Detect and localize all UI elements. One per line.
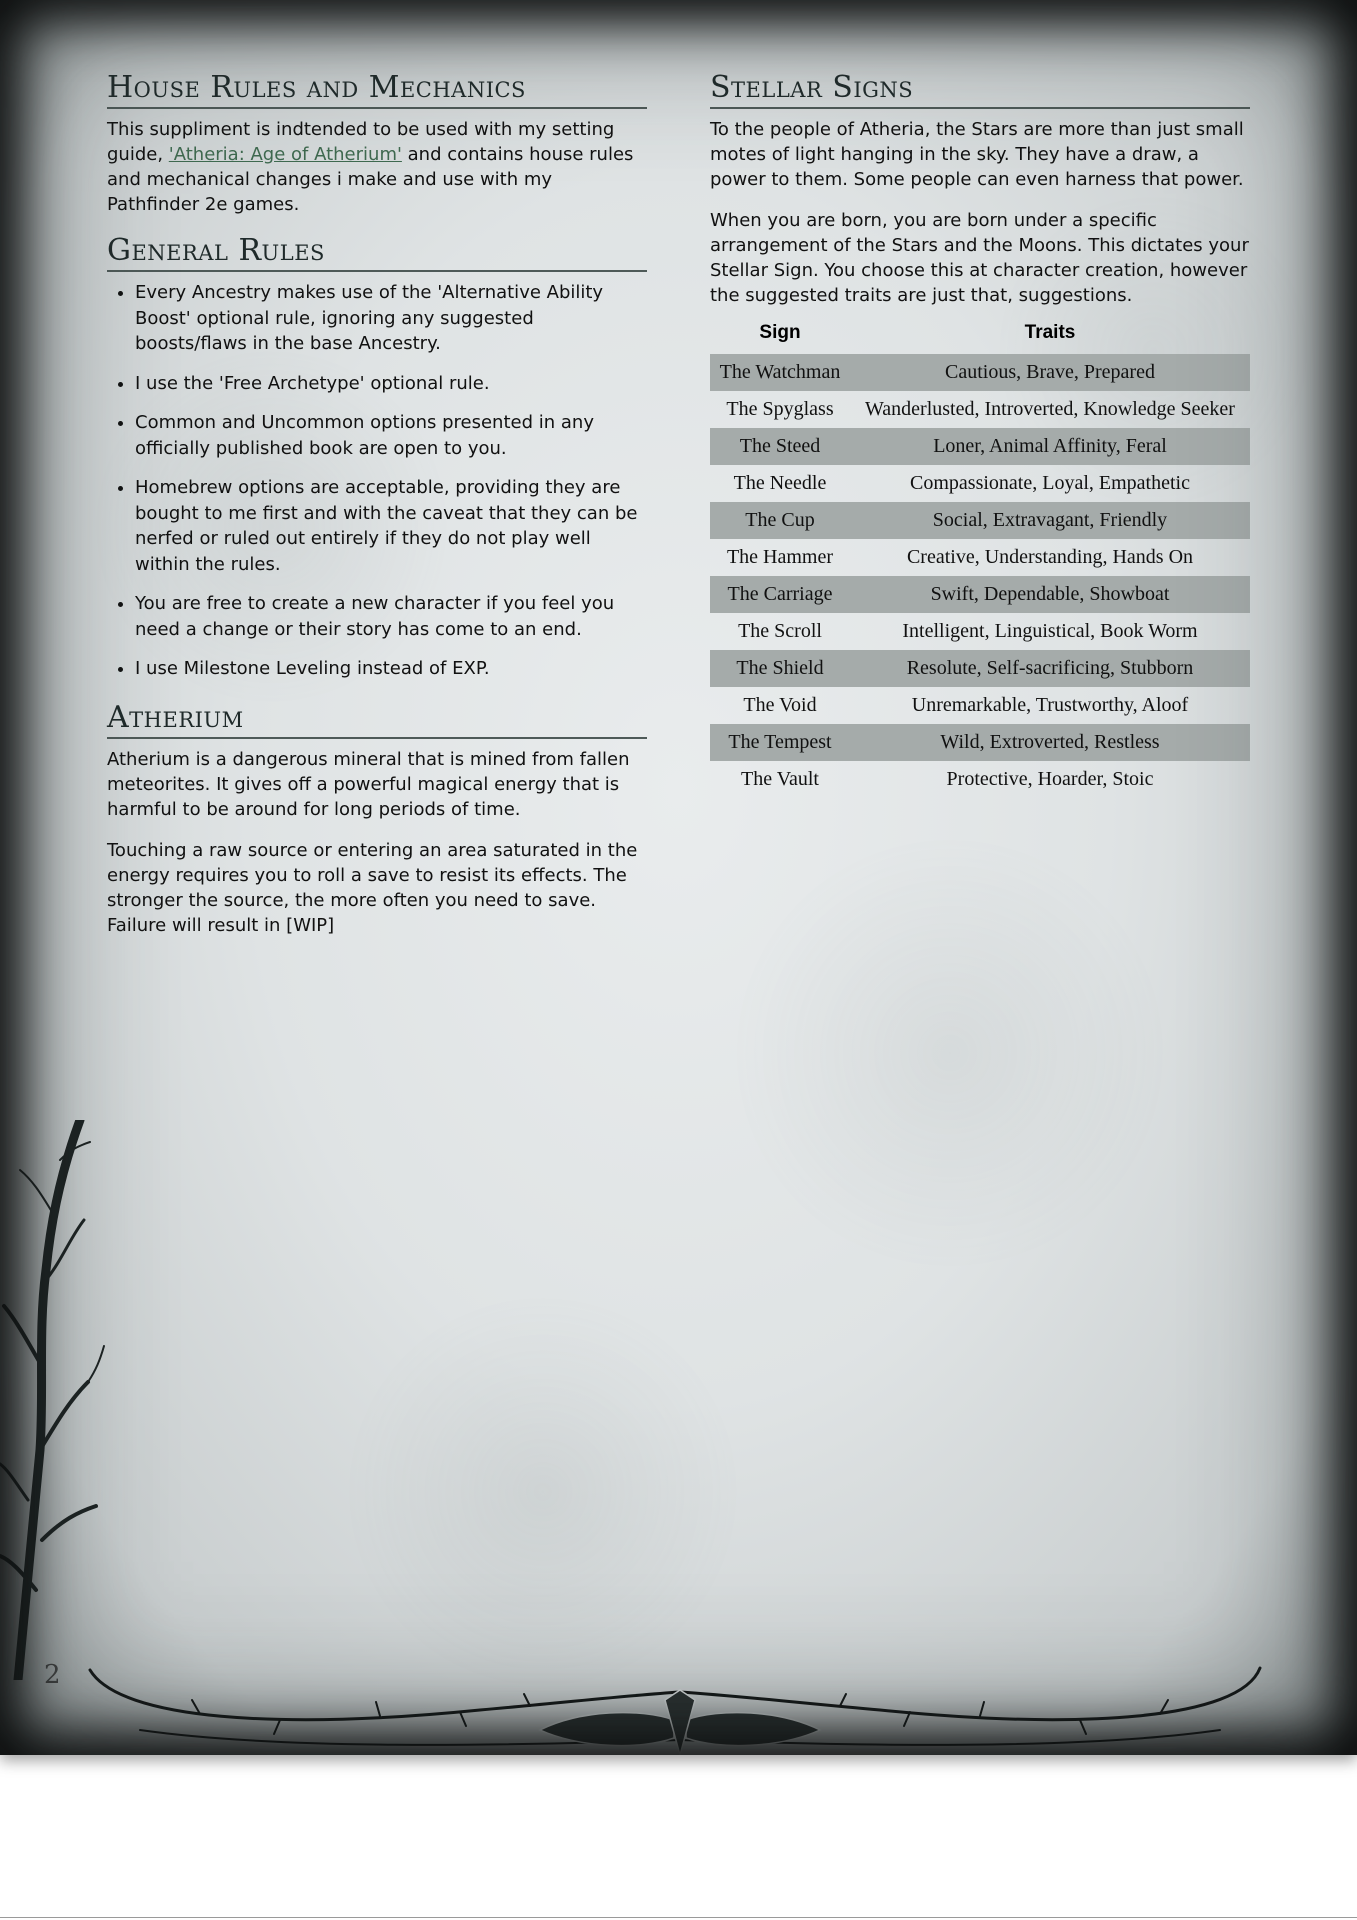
traits-cell: Swift, Dependable, Showboat — [850, 576, 1250, 613]
sign-cell: The Vault — [741, 768, 819, 790]
table-row — [710, 502, 1250, 539]
traits-cell: Unremarkable, Trustworthy, Aloof — [911, 694, 1189, 716]
house-rules-intro — [107, 117, 647, 217]
traits-cell: Resolute, Self-sacrificing, Stubborn — [850, 650, 1250, 687]
traits-cell: Social, Extravagant, Friendly — [850, 502, 1250, 539]
stellar-signs-heading: Stellar Signs — [710, 70, 1250, 109]
table-row — [710, 687, 1250, 724]
thorn-vine-decoration — [80, 1660, 1280, 1755]
traits-cell: Wild, Extroverted, Restless — [850, 724, 1250, 761]
intro-text-before-link: This suppliment is indtended to be used with my setting guide, — [107, 119, 615, 165]
stellar-signs-paragraph: To the people of Atheria, the Stars are more than just small motes of light hanging in the sky. They have a draw, a power to them. Some people can even harness that power. — [710, 119, 1244, 190]
page-divider — [0, 1917, 1357, 1918]
traits-cell: Creative, Understanding, Hands On — [906, 546, 1194, 568]
general-rule-item: • Every Ancestry makes use of the 'Alternative Ability Boost' optional rule, ignoring any suggested boosts/flaws in the base Ancestry. — [135, 280, 647, 357]
table-row — [710, 354, 1250, 391]
general-rules-list — [107, 280, 647, 682]
general-rule-item: • Common and Uncommon options presented in any officially published book are open to you. — [135, 410, 647, 461]
traits-cell: Intelligent, Linguistical, Book Worm — [902, 620, 1198, 642]
table-row — [710, 539, 1250, 576]
traits-cell: Compassionate, Loyal, Empathetic — [910, 472, 1190, 494]
house-rules-heading: House Rules and Mechanics — [107, 70, 647, 109]
sign-cell: The Shield — [710, 650, 850, 687]
general-rule-item: • I use Milestone Leveling instead of EXP. — [135, 656, 647, 682]
sign-cell: The Hammer — [726, 546, 834, 568]
dead-tree-decoration — [0, 1120, 110, 1680]
general-rule-item: • Homebrew options are acceptable, providing they are bought to me first and with the caveat that they can be nerfed or ruled out entirely if they do not play well within the rules. — [135, 475, 647, 577]
sign-cell: The Cup — [710, 502, 850, 539]
traits-cell: Loner, Animal Affinity, Feral — [850, 428, 1250, 465]
table-row — [710, 761, 1250, 798]
general-rule-item: • I use the 'Free Archetype' optional rule. — [135, 371, 647, 397]
sign-cell: The Tempest — [710, 724, 850, 761]
traits-cell: Cautious, Brave, Prepared — [850, 354, 1250, 391]
sign-cell: The Carriage — [710, 576, 850, 613]
left-column — [107, 70, 647, 954]
stellar-signs-table — [710, 312, 1250, 798]
column-header-traits: Traits — [1024, 322, 1076, 343]
table-row — [710, 724, 1250, 761]
sign-cell: The Steed — [710, 428, 850, 465]
table-row — [710, 650, 1250, 687]
table-row — [710, 391, 1250, 428]
right-column — [710, 70, 1250, 798]
traits-cell: Protective, Hoarder, Stoic — [946, 768, 1154, 790]
sign-cell: The Void — [743, 694, 817, 716]
sign-cell: The Needle — [733, 472, 827, 494]
atherium-paragraph: Touching a raw source or entering an area saturated in the energy requires you to roll a save to resist its effects. The stronger the source, the more often you need to save. Failure will result in [WIP] — [107, 839, 638, 936]
stellar-signs-paragraph: When you are born, you are born under a specific arrangement of the Stars and the Moons. This dictates your Stellar Sign. You choose this at character creation, however the suggested traits are just that, suggestions. — [710, 210, 1249, 306]
general-rule-item: • You are free to create a new character if you feel you need a change or their story has come to an end. — [135, 591, 647, 642]
atherium-heading: Atherium — [107, 700, 647, 739]
column-header-sign: Sign — [759, 322, 801, 343]
table-header-row — [710, 312, 1250, 354]
table-row — [710, 613, 1250, 650]
sign-cell: The Spyglass — [726, 398, 834, 420]
table-row — [710, 465, 1250, 502]
general-rules-heading: General Rules — [107, 233, 647, 272]
page-number: 2 — [44, 1660, 61, 1690]
sign-cell: The Watchman — [710, 354, 850, 391]
sign-cell: The Scroll — [738, 620, 822, 642]
setting-guide-link[interactable]: 'Atheria: Age of Atherium' — [168, 144, 402, 165]
table-row — [710, 428, 1250, 465]
table-row — [710, 576, 1250, 613]
intro-text-after-link: and contains house rules and mechanical changes i make and use with my Pathfinder 2e games. — [107, 144, 634, 215]
atherium-paragraph: Atherium is a dangerous mineral that is mined from fallen meteorites. It gives off a powerful magical energy that is harmful to be around for long periods of time. — [107, 748, 630, 820]
traits-cell: Wanderlusted, Introverted, Knowledge Seeker — [865, 398, 1235, 420]
